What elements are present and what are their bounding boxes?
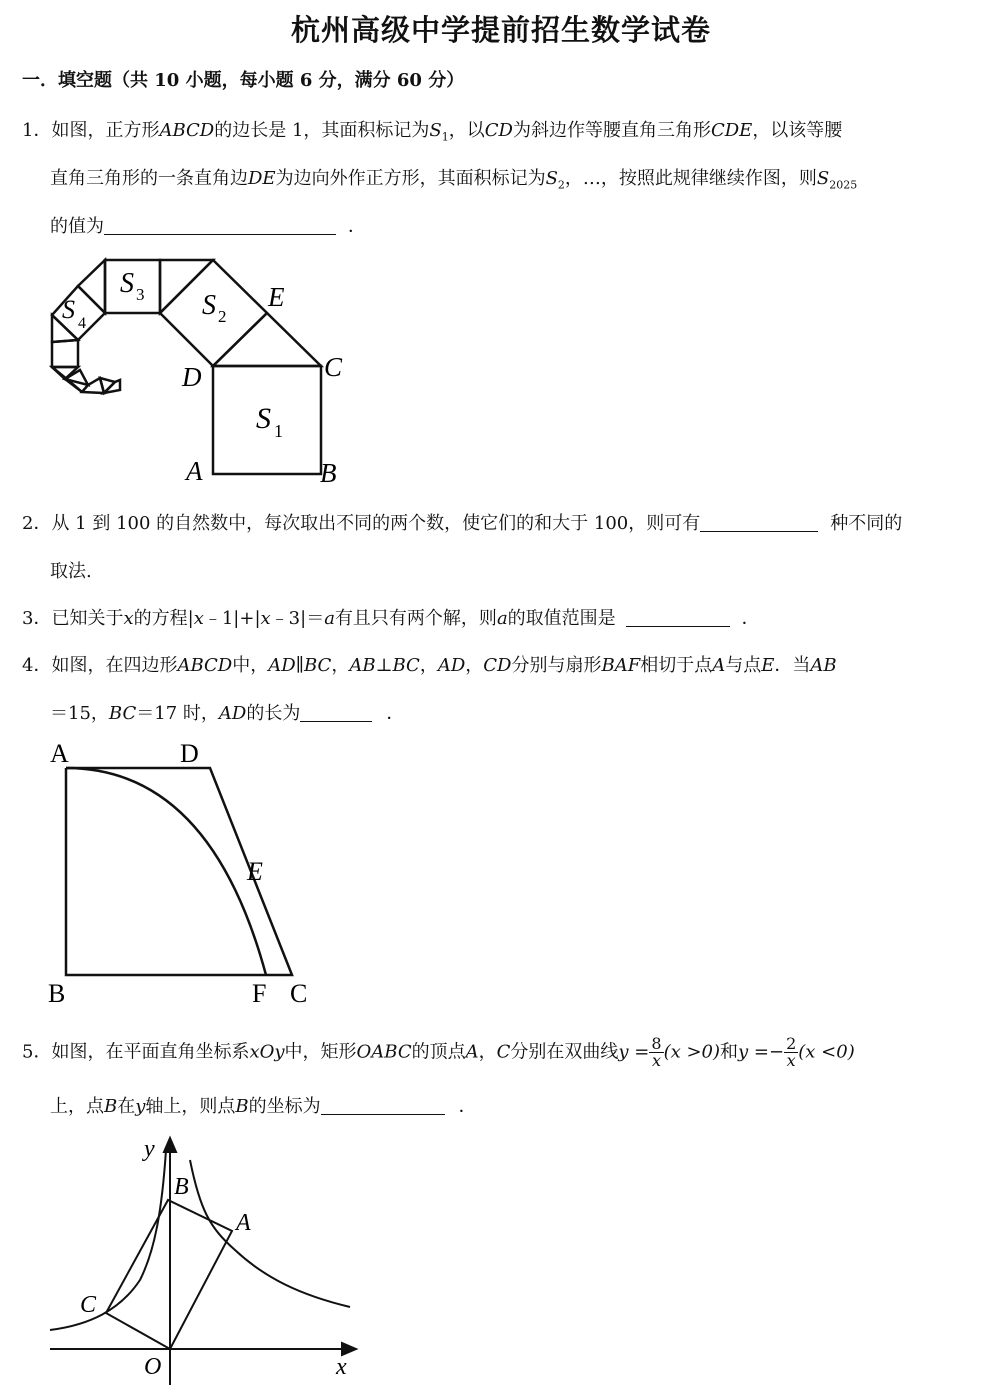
label-s2-sub: 2 <box>218 307 227 326</box>
label-s1: S <box>256 402 271 435</box>
q5-number: 5． <box>22 1041 52 1063</box>
eq2-fraction: $\frac{2}{x}$ <box>786 1034 797 1070</box>
triangle-cde <box>213 313 321 366</box>
q2-number: 2． <box>22 513 52 534</box>
q5-figure-lines <box>50 1138 356 1385</box>
y-axis-arrow <box>164 1138 176 1152</box>
hyperbola-right <box>190 1160 350 1307</box>
eq1-lhs: y = <box>618 1041 650 1063</box>
label-s2: S <box>202 290 216 321</box>
q4-line-2: ＝15，BC＝17 时，AD的长为 ． <box>50 703 405 724</box>
arc-af <box>66 768 266 975</box>
label-s3-sub: 3 <box>136 285 145 304</box>
label-c: C <box>324 352 343 382</box>
q1-line-3: 的值为 ． <box>50 216 366 237</box>
q2-line-1: 2．从 1 到 100 的自然数中，每次取出不同的两个数，使它们的和大于 100，则可有 种不同的 <box>22 513 903 534</box>
q4-line-1: 4．如图，在四边形ABCD中，AD∥BC，AB⊥BC，AD，CD分别与扇形BAF相切于点A与点E．当AB <box>22 655 837 676</box>
q2-line-2: 取法. <box>50 561 92 582</box>
label-e: E <box>268 282 285 312</box>
q1-line-2: 直角三角形的一条直角边DE为边向外作正方形，其面积标记为$S_2$，…，按照此规律继续作图，则$S_{2025}$ <box>50 168 858 192</box>
label-a: A <box>236 1210 251 1236</box>
label-s1-sub: 1 <box>274 421 283 441</box>
label-b: B <box>48 979 66 1008</box>
q1-answer-blank[interactable] <box>104 216 336 235</box>
q4-figure <box>40 734 330 1012</box>
label-f: F <box>252 979 267 1008</box>
q3-number: 3． <box>22 608 52 629</box>
label-s4: S <box>62 295 75 324</box>
hyperbola-left <box>50 1150 166 1330</box>
page-title: 杭州高级中学提前招生数学试卷 <box>290 13 711 47</box>
q5-answer-blank[interactable] <box>321 1096 445 1115</box>
q3-answer-blank[interactable] <box>626 608 730 627</box>
q4-number: 4． <box>22 655 52 676</box>
q1-line-1: 1．如图，正方形ABCD的边长是 1，其面积标记为$S_1$，以CD为斜边作等腰直角三角形CDE，以该等腰 <box>22 120 843 144</box>
label-a: A <box>186 456 203 486</box>
label-y: y <box>144 1136 155 1162</box>
label-s3: S <box>120 268 134 299</box>
label-b: B <box>320 458 337 488</box>
label-a: A <box>50 739 69 768</box>
q2-answer-blank[interactable] <box>700 513 818 532</box>
label-b: B <box>174 1174 189 1200</box>
q1-number: 1． <box>22 120 52 141</box>
q3-line-1: 3．已知关于x的方程|x﹣1|+|x﹣3|＝a有且只有两个解，则a的取值范围是 ． <box>22 608 760 629</box>
square-s5 <box>52 340 78 367</box>
q4-answer-blank[interactable] <box>300 703 372 722</box>
eq2-lhs: y =− <box>738 1041 785 1063</box>
q5-line-2: 上，点B在y轴上，则点B的坐标为 ． <box>50 1096 477 1117</box>
label-c: C <box>290 979 308 1008</box>
label-d: D <box>182 362 202 392</box>
q1-figure <box>40 252 360 488</box>
q5-line-1: 5．如图，在平面直角坐标系xOy中，矩形OABC的顶点A，C分别在双曲线y = $\frac{8}{x}$ (x >0)和y =− $\frac{2}{x}$ (x <0) <box>22 1034 855 1070</box>
label-s4-sub: 4 <box>78 315 86 332</box>
label-o: O <box>144 1354 162 1380</box>
label-e: E <box>247 857 263 886</box>
label-c: C <box>80 1292 97 1318</box>
label-x: x <box>336 1354 347 1380</box>
triangle-4 <box>78 260 105 313</box>
label-d: D <box>180 739 199 768</box>
eq1-fraction: $\frac{8}{x}$ <box>651 1034 662 1070</box>
section-heading: 一．填空题（共 10 小题，每小题 6 分，满分 60 分） <box>22 70 465 91</box>
q5-figure <box>40 1130 370 1392</box>
